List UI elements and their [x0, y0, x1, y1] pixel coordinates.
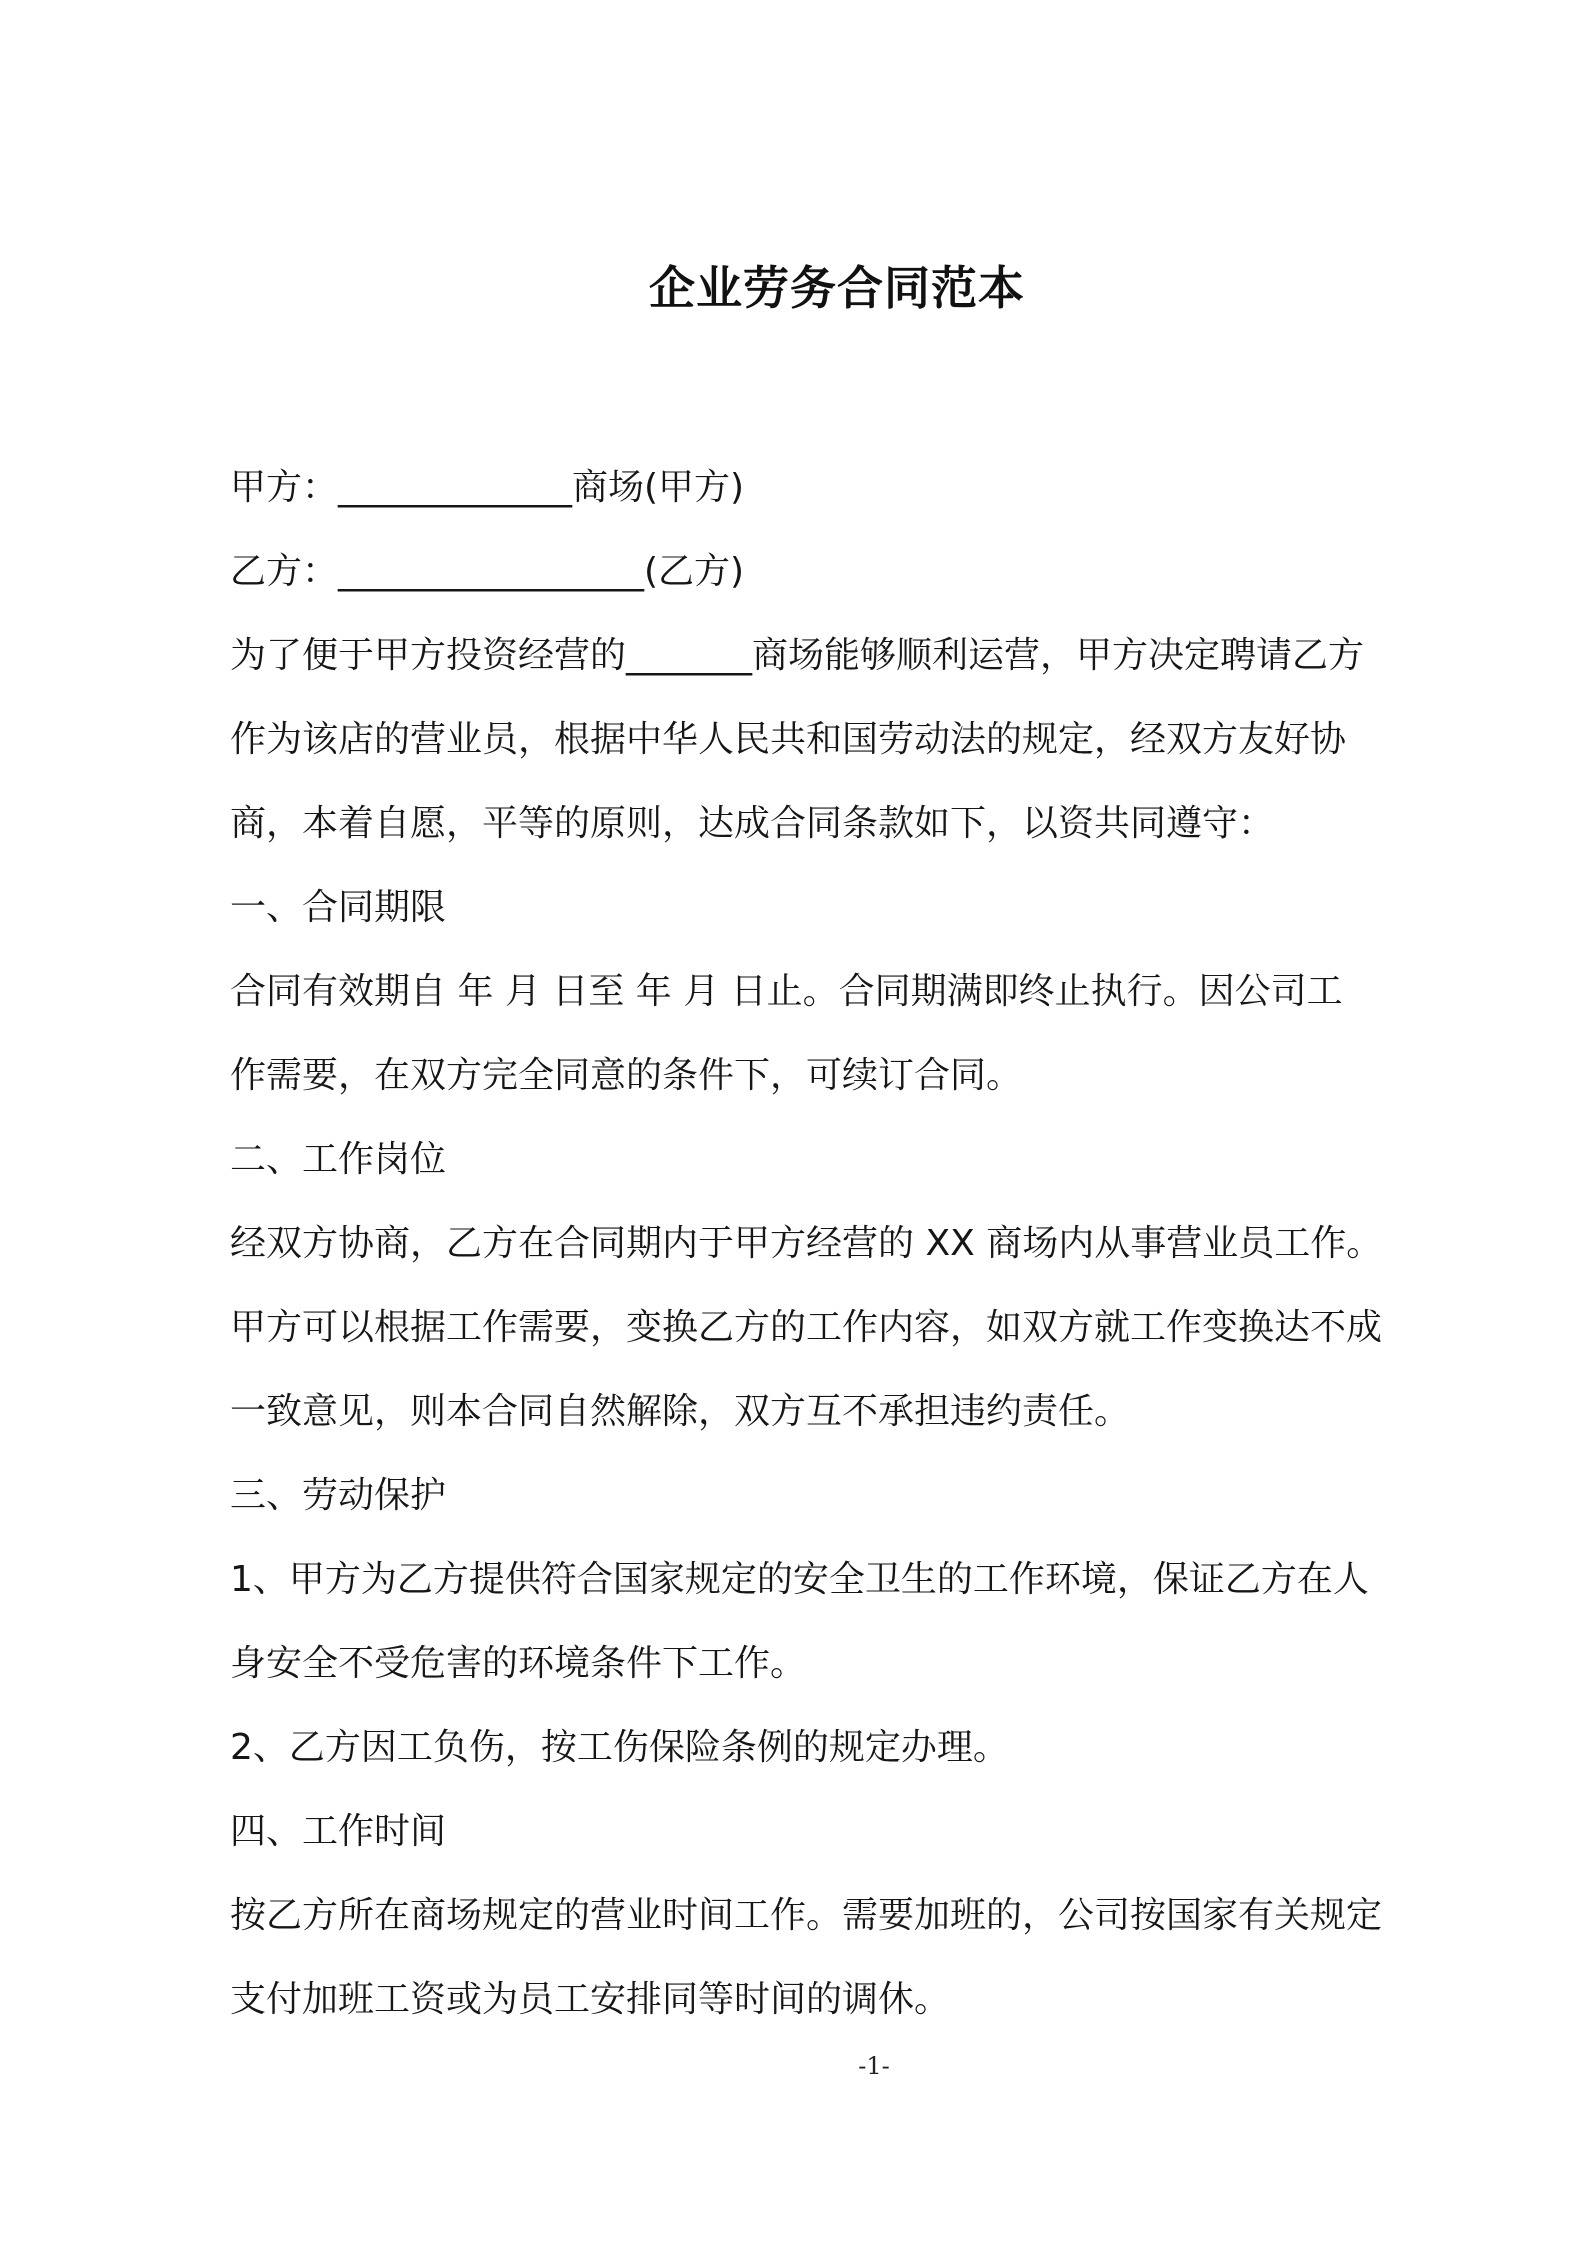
paragraph-line: 支付加班工资或为员工安排同等时间的调休。: [230, 1979, 951, 2020]
paragraph-line: 身安全不受危害的环境条件下工作。: [230, 1643, 807, 1684]
paragraph-line: 经双方协商，乙方在合同期内于甲方经营的 XX 商场内从事营业员工作。: [230, 1223, 1383, 1264]
paragraph-line: 合同有效期自 年 月 日至 年 月 日止。合同期满即终止执行。因公司工: [230, 971, 1343, 1012]
paragraph-line: 按乙方所在商场规定的营业时间工作。需要加班的，公司按国家有关规定: [230, 1895, 1383, 1936]
paragraph-line: 商，本着自愿，平等的原则，达成合同条款如下，以资共同遵守：: [230, 803, 1275, 844]
section-heading: 二、工作岗位: [230, 1139, 447, 1180]
paragraph-line: 一致意见，则本合同自然解除，双方互不承担违约责任。: [230, 1391, 1131, 1432]
paragraph-line: 为了便于甲方投资经营的_______商场能够顺利运营，甲方决定聘请乙方: [230, 635, 1365, 676]
party-b-line: 乙方：_________________(乙方): [230, 551, 745, 592]
section-heading: 四、工作时间: [230, 1811, 447, 1852]
paragraph-line: 甲方可以根据工作需要，变换乙方的工作内容，如双方就工作变换达不成: [230, 1307, 1383, 1348]
section-heading: 三、劳动保护: [230, 1475, 447, 1516]
paragraph-line: 1、甲方为乙方提供符合国家规定的安全卫生的工作环境，保证乙方在人: [230, 1559, 1369, 1600]
paragraph-line: 作需要，在双方完全同意的条件下，可续订合同。: [230, 1055, 1023, 1096]
document-title: 企业劳务合同范本: [649, 261, 1025, 315]
document-body: [230, 446, 1430, 2042]
paragraph-line: 作为该店的营业员，根据中华人民共和国劳动法的规定，经双方友好协: [230, 719, 1347, 760]
page-number: -1-: [858, 2052, 890, 2080]
party-a-line: 甲方：_____________商场(甲方): [230, 467, 745, 508]
paragraph-line: 2、乙方因工负伤，按工伤保险条例的规定办理。: [230, 1727, 1009, 1768]
section-heading: 一、合同期限: [230, 887, 447, 928]
